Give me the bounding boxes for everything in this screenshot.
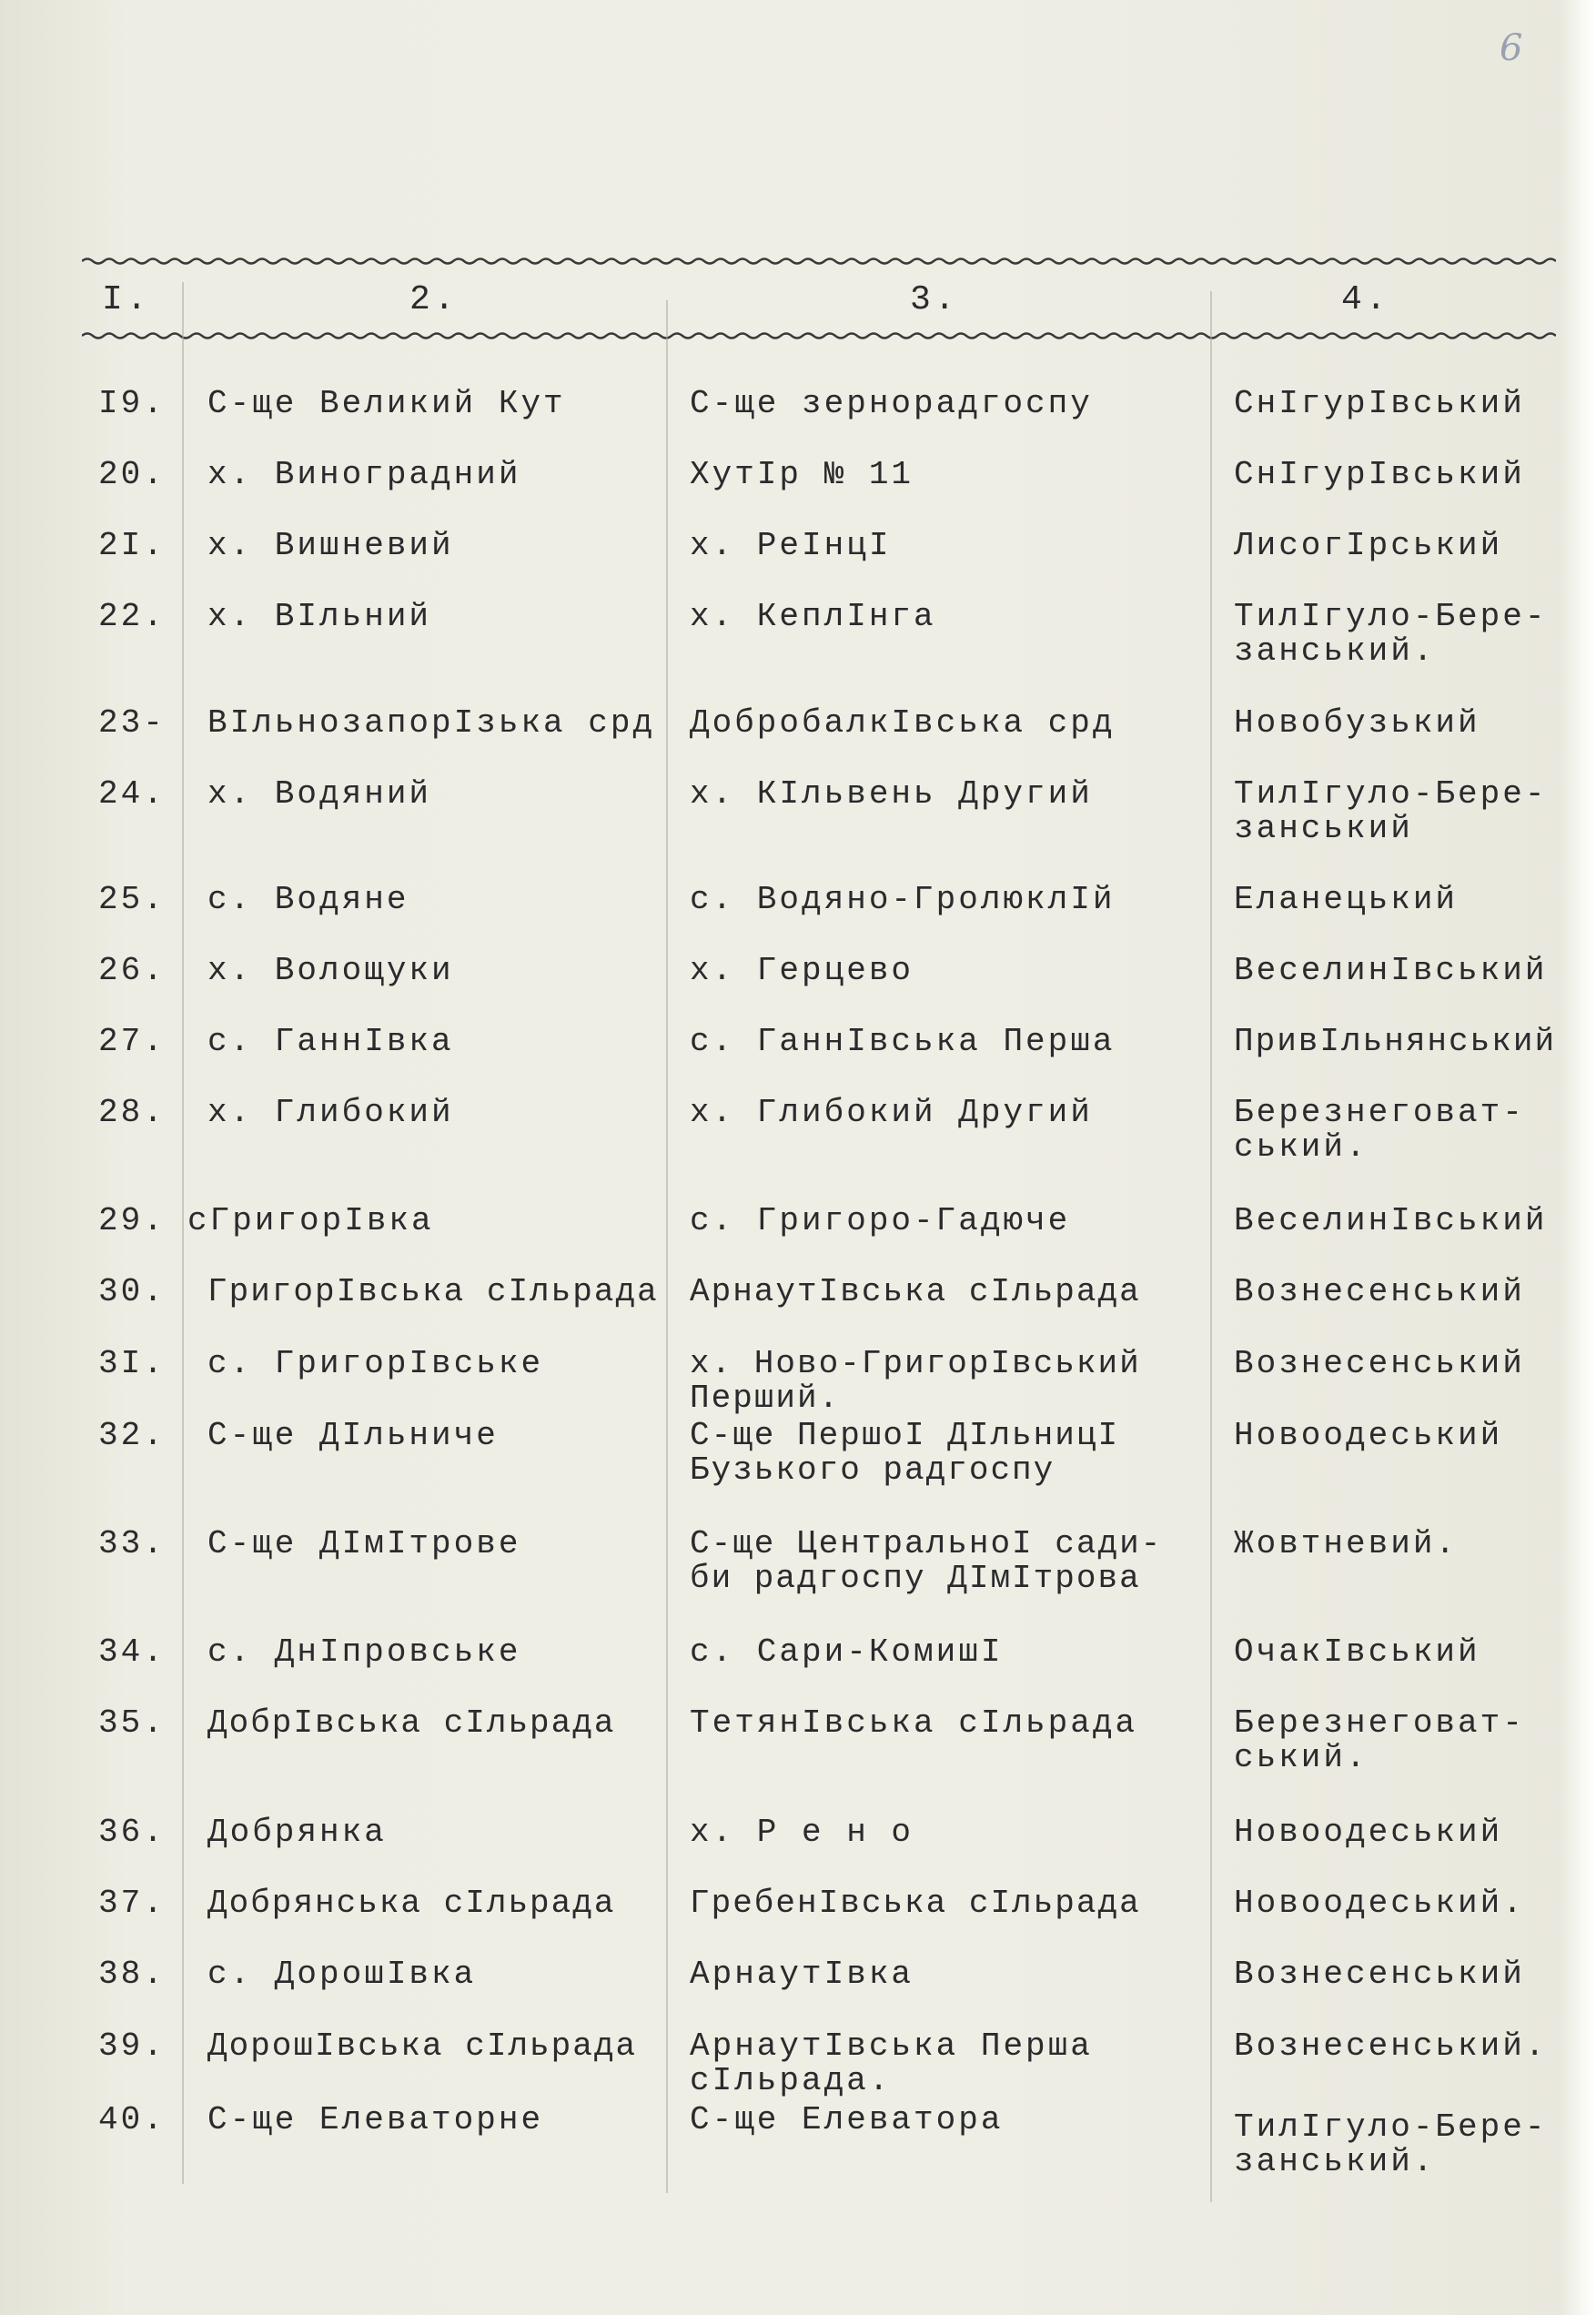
new-name: с. Водяне	[207, 881, 409, 918]
row-number: 23-	[98, 704, 166, 742]
row-number: 25.	[98, 881, 166, 918]
old-name: с. ГаннІвська Перша	[690, 1023, 1116, 1060]
new-name: ДорошІвська сІльрада	[207, 2027, 638, 2065]
row-number: 27.	[98, 1023, 166, 1060]
header-bottom-rule	[82, 329, 1556, 342]
old-name: ДобробалкІвська срд	[690, 704, 1116, 742]
new-name: с. ДорошІвка	[207, 1956, 477, 1993]
header-col-3: 3.	[910, 280, 959, 319]
district: Вознесенський	[1234, 1273, 1525, 1310]
district: Вознесенський	[1234, 1345, 1525, 1382]
row-number: 32.	[98, 1417, 166, 1454]
district: Вознесенський.	[1234, 2027, 1548, 2065]
district: СнІгурІвський	[1234, 385, 1525, 422]
district: Новоодеський.	[1234, 1885, 1525, 1922]
new-name: х. Волощуки	[207, 952, 454, 989]
old-name: с. Водяно-ГролюклІй	[690, 881, 1116, 918]
header-top-rule	[82, 255, 1556, 268]
new-name: ГригорІвська сІльрада	[207, 1273, 659, 1310]
row-number: 3I.	[98, 1345, 166, 1382]
district: Жовтневий.	[1234, 1525, 1459, 1562]
district: ТилІгуло-Бере- занський	[1234, 775, 1548, 847]
district: СнІгурІвський	[1234, 456, 1525, 493]
row-number: 29.	[98, 1202, 166, 1239]
header-col-1: I.	[102, 280, 151, 319]
district: ВеселинІвський	[1234, 952, 1548, 989]
old-name: С-ще ЦентральноІ сади- би радгоспу ДІмІтрова	[690, 1525, 1163, 1597]
old-name: х. Глибокий Другий	[690, 1094, 1093, 1131]
column-divider-2	[666, 300, 668, 2193]
new-name: х. Глибокий	[207, 1094, 454, 1131]
district: ПривІльнянський	[1234, 1023, 1557, 1060]
old-name: С-ще ПершоІ ДІльницІ Бузького радгоспу	[690, 1417, 1120, 1489]
row-number: 26.	[98, 952, 166, 989]
table-header	[0, 273, 1596, 328]
new-name: х. Водяний	[207, 775, 432, 813]
new-name: С-ще ДІльниче	[207, 1417, 499, 1454]
new-name: ВІльнозапорІзька срд	[207, 704, 656, 742]
row-number: 22.	[98, 598, 166, 635]
new-name: х. Вишневий	[207, 527, 454, 564]
new-name: Добрянка	[207, 1814, 387, 1851]
new-name: С-ще ДІмІтрове	[207, 1525, 521, 1562]
page-number: 6	[1500, 27, 1523, 69]
old-name: х. Герцево	[690, 952, 914, 989]
row-number: 38.	[98, 1956, 166, 1993]
district: Березнеговат- ський.	[1234, 1094, 1525, 1166]
district: ТилІгуло-Бере- занський.	[1234, 2108, 1548, 2180]
row-number: 2I.	[98, 527, 166, 564]
district: Еланецький	[1234, 881, 1459, 918]
row-number: I9.	[98, 385, 166, 422]
district: Вознесенський	[1234, 1956, 1525, 1993]
new-name: с. ГригорІвське	[207, 1345, 544, 1382]
district: ТилІгуло-Бере- занський.	[1234, 598, 1548, 670]
old-name: с. Сари-КомишІ	[690, 1633, 1004, 1671]
column-divider-1	[182, 282, 184, 2184]
new-name: С-ще Великий Кут	[207, 385, 566, 422]
old-name: х. КІльвень Другий	[690, 775, 1093, 813]
row-number: 35.	[98, 1704, 166, 1742]
row-number: 34.	[98, 1633, 166, 1671]
district: Березнеговат- ський.	[1234, 1704, 1525, 1776]
district: ЛисогІрський	[1234, 527, 1503, 564]
new-name: ДобрІвська сІльрада	[207, 1704, 616, 1742]
row-number: 28.	[98, 1094, 166, 1131]
new-name: Добрянська сІльрада	[207, 1885, 616, 1922]
new-name: с. ГаннІвка	[207, 1023, 454, 1060]
row-number: 24.	[98, 775, 166, 813]
row-number: 20.	[98, 456, 166, 493]
new-name: сГригорІвка	[187, 1202, 434, 1239]
old-name: х. РеІнцІ	[690, 527, 892, 564]
old-name: х. Ново-ГригорІвський Перший.	[690, 1345, 1141, 1417]
district: Новоодеський	[1234, 1417, 1503, 1454]
paper-edge	[1560, 0, 1596, 2315]
old-name: ГребенІвська сІльрада	[690, 1885, 1141, 1922]
district: Новоодеський	[1234, 1814, 1503, 1851]
row-number: 36.	[98, 1814, 166, 1851]
old-name: С-ще Елеватора	[690, 2101, 1004, 2138]
new-name: х. Виноградний	[207, 456, 521, 493]
row-number: 33.	[98, 1525, 166, 1562]
old-name: АрнаутІвська Перша сІльрада.	[690, 2027, 1093, 2099]
old-name: АрнаутІвська сІльрада	[690, 1273, 1141, 1310]
district: ОчакІвський	[1234, 1633, 1480, 1671]
header-col-2: 2.	[409, 280, 459, 319]
old-name: С-ще зернорадгоспу	[690, 385, 1093, 422]
old-name: х. КеплІнга	[690, 598, 936, 635]
district: Новобузький	[1234, 704, 1480, 742]
column-divider-3	[1210, 291, 1212, 2202]
old-name: ХутІр № 11	[690, 456, 914, 493]
header-col-4: 4.	[1341, 280, 1390, 319]
row-number: 30.	[98, 1273, 166, 1310]
new-name: с. ДнІпровське	[207, 1633, 521, 1671]
old-name: с. Григоро-Гадюче	[690, 1202, 1071, 1239]
row-number: 40.	[98, 2101, 166, 2138]
old-name: ТетянІвська сІльрада	[690, 1704, 1138, 1742]
old-name: АрнаутІвка	[690, 1956, 914, 1993]
new-name: х. ВІльний	[207, 598, 432, 635]
new-name: С-ще Елеваторне	[207, 2101, 544, 2138]
row-number: 37.	[98, 1885, 166, 1922]
district: ВеселинІвський	[1234, 1202, 1548, 1239]
old-name: х. Р е н о	[690, 1814, 914, 1851]
row-number: 39.	[98, 2027, 166, 2065]
